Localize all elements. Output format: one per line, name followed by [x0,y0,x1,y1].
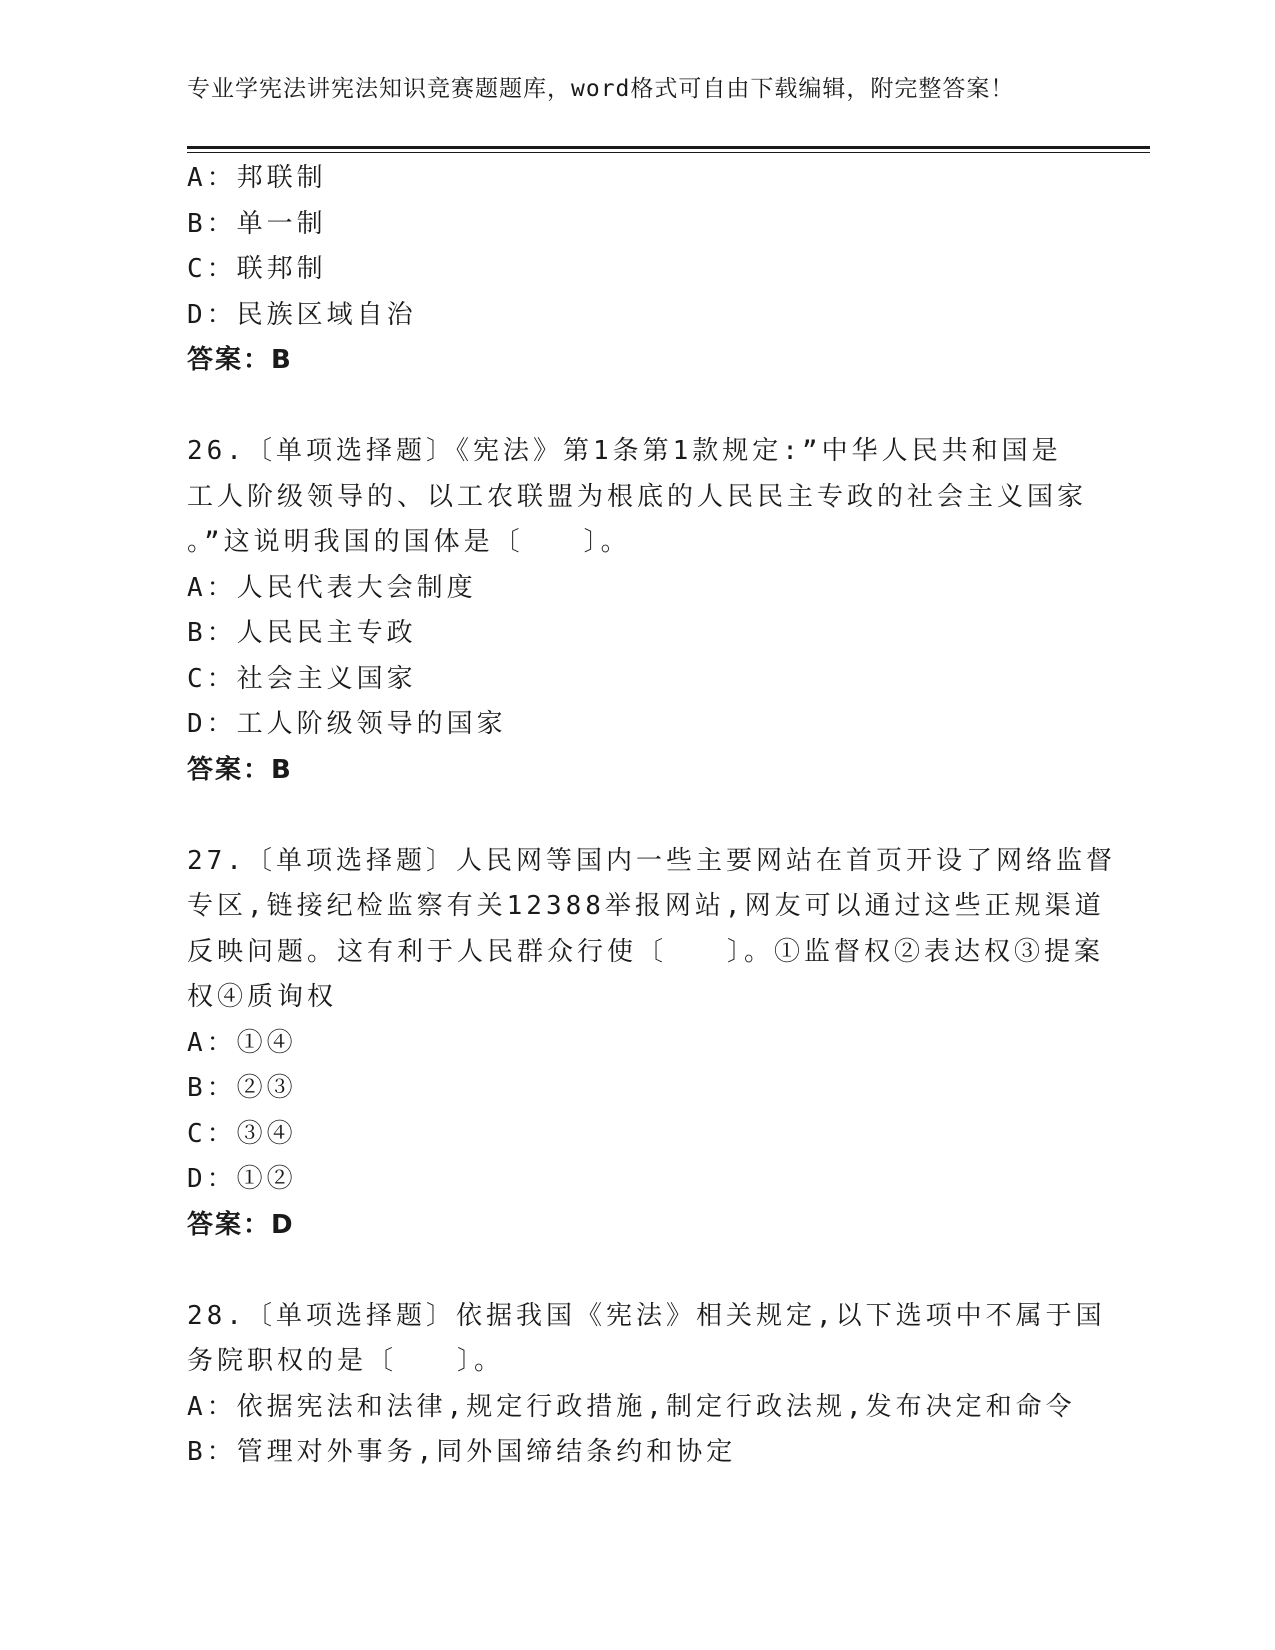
question-text-line: 务院职权的是〔 〕。 [187,1346,505,1376]
option-d: D：工人阶级领导的国家 [187,709,507,739]
option-b: B：管理对外事务,同外国缔结条约和协定 [187,1437,737,1467]
question-text-line: 27.〔单项选择题〕人民网等国内一些主要网站在首页开设了网络监督 [187,845,1116,876]
option-b: B：人民民主专政 [187,618,417,648]
answer: 答案：D [187,1209,295,1240]
option-a: A：①④ [187,1027,297,1058]
option-b: B：单一制 [187,208,327,239]
question-25 [187,156,1087,384]
question-text-line: 26.〔单项选择题〕《宪法》第1条第1款规定:”中华人民共和国是 [187,436,1062,466]
option-a: A：依据宪法和法律,规定行政措施,制定行政法规,发布决定和命令 [187,1391,1076,1422]
question-text-line: 。”这说明我国的国体是〔 〕。 [187,527,631,557]
option-b: B：②③ [187,1073,297,1103]
header-rule-thin [187,152,1150,153]
answer: 答案：B [187,345,293,375]
option-d: D：①② [187,1164,297,1194]
spacer [187,793,1087,839]
option-a: A：邦联制 [187,163,327,193]
answer: 答案：B [187,754,293,785]
option-c: C：③④ [187,1118,297,1149]
option-c: C：社会主义国家 [187,663,417,694]
spacer [187,384,1087,430]
question-27 [187,839,1116,1249]
question-text-line: 工人阶级领导的、以工农联盟为根底的人民民主专政的社会主义国家 [187,481,1088,512]
question-text-line: 专区,链接纪检监察有关12388举报网站,网友可以通过这些正规渠道 [187,891,1105,921]
spacer [187,1248,1087,1294]
option-d: D：民族区域自治 [187,299,417,330]
option-c: C：联邦制 [187,254,327,284]
option-a: A：人民代表大会制度 [187,572,477,603]
question-text-line: 28.〔单项选择题〕依据我国《宪法》相关规定,以下选项中不属于国 [187,1300,1106,1331]
question-text-line: 反映问题。这有利于人民群众行使〔 〕。①监督权②表达权③提案 [187,936,1105,967]
header-rule-thick [187,146,1150,149]
question-text-line: 权④质询权 [187,982,338,1012]
question-26 [187,429,1087,793]
page-header: 专业学宪法讲宪法知识竞赛题题库，word格式可自由下载编辑，附完整答案！ [187,76,1015,102]
question-28 [187,1294,1106,1476]
question-content [187,156,1116,1476]
